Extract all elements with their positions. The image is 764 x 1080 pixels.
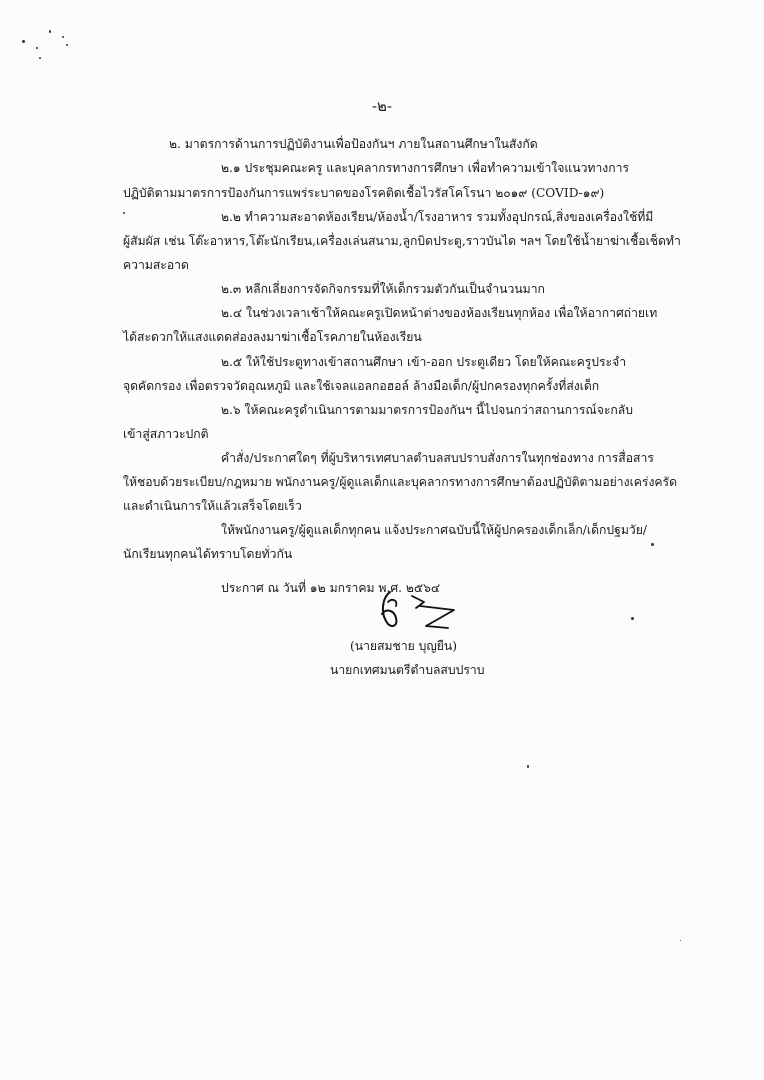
announcement-date: ประกาศ ณ วันที่ ๑๒ มกราคม พ.ศ. ๒๕๖๔	[221, 581, 441, 595]
scan-speck	[680, 940, 681, 941]
scan-speck	[123, 212, 125, 214]
scan-speck	[39, 57, 41, 59]
scan-speck	[49, 30, 51, 33]
order-paragraph-line-2: ให้ชอบด้วยระเบียบ/กฎหมาย พนักงานครู/ผู้ดูแลเด็กและบุคลากรทางการศึกษาต้องปฏิบัติตามอย่างเคร่งครัด	[123, 475, 678, 489]
item-2-2-line-3: ความสะอาด	[123, 258, 189, 272]
item-2-1-line-2: ปฏิบัติตามมาตรการป้องกันการแพร่ระบาดของโรคติดเชื้อไวรัสโคโรนา ๒๐๑๙ (COVID-๑๙)	[123, 186, 605, 200]
scan-speck	[66, 44, 68, 46]
section-heading: ๒. มาตรการด้านการปฏิบัติงานเพื่อป้องกันฯ ภายในสถานศึกษาในสังกัด	[169, 137, 538, 151]
scan-speck	[651, 543, 654, 546]
handwritten-signature	[368, 588, 468, 634]
item-2-5-line-1: ๒.๕ ให้ใช้ประตูทางเข้าสถานศึกษา เข้า-ออก ประตูเดียว โดยให้คณะครูประจำ	[221, 355, 627, 369]
order-paragraph-line-3: และดำเนินการให้แล้วเสร็จโดยเร็ว	[123, 499, 302, 513]
scan-speck	[527, 765, 529, 768]
page-number: -๒-	[371, 97, 393, 115]
scan-speck	[36, 47, 38, 49]
order-paragraph-line-1: คำสั่ง/ประกาศใดๆ ที่ผู้บริหารเทศบาลตำบลสบปราบสั่งการในทุกช่องทาง การสื่อสาร	[221, 451, 654, 465]
item-2-6-line-2: เข้าสู่สภาวะปกติ	[123, 427, 209, 441]
scan-speck	[631, 617, 634, 620]
signatory-name: (นายสมชาย บุญยืน)	[350, 639, 458, 653]
signatory-title: นายกเทศมนตรีตำบลสบปราบ	[330, 663, 485, 677]
notify-paragraph-line-1: ให้พนักงานครู/ผู้ดูแลเด็กทุกคน แจ้งประกาศฉบับนี้ให้ผู้ปกครองเด็กเล็ก/เด็กปฐมวัย/	[221, 523, 647, 537]
scan-speck	[22, 40, 25, 43]
item-2-4-line-2: ได้สะดวกให้แสงแดดส่องลงมาฆ่าเชื้อโรคภายในห้องเรียน	[123, 330, 422, 344]
item-2-3-line-1: ๒.๓ หลีกเลี่ยงการจัดกิจกรรมที่ให้เด็กรวมตัวกันเป็นจำนวนมาก	[221, 282, 545, 296]
item-2-4-line-1: ๒.๔ ในช่วงเวลาเช้าให้คณะครูเปิดหน้าต่างของห้องเรียนทุกห้อง เพื่อให้อากาศถ่ายเท	[221, 306, 658, 320]
notify-paragraph-line-2: นักเรียนทุกคนได้ทราบโดยทั่วกัน	[123, 547, 293, 561]
item-2-6-line-1: ๒.๖ ให้คณะครูดำเนินการตามมาตรการป้องกันฯ นี้ไปจนกว่าสถานการณ์จะกลับ	[221, 403, 633, 417]
item-2-1-line-1: ๒.๑ ประชุมคณะครู และบุคลากรทางการศึกษา เพื่อทำความเข้าใจแนวทางการ	[221, 161, 630, 175]
item-2-2-line-1: ๒.๒ ทำความสะอาดห้องเรียน/ห้องน้ำ/โรงอาหาร รวมทั้งอุปกรณ์,สิ่งของเครื่องใช้ที่มี	[221, 210, 654, 224]
item-2-5-line-2: จุดคัดกรอง เพื่อตรวจวัดอุณหภูมิ และใช้เจลแอลกอฮอล์ ล้างมือเด็ก/ผู้ปกครองทุกครั้งที่ส่งเด็ก	[123, 379, 600, 393]
item-2-2-line-2: ผู้สัมผัส เช่น โต๊ะอาหาร,โต๊ะนักเรียน,เครื่องเล่นสนาม,ลูกบิดประตู,ราวบันได ฯลฯ โดยใช้น้ำยาฆ่าเชื้อเช็ดทำ	[123, 234, 681, 248]
scan-speck	[62, 36, 64, 38]
